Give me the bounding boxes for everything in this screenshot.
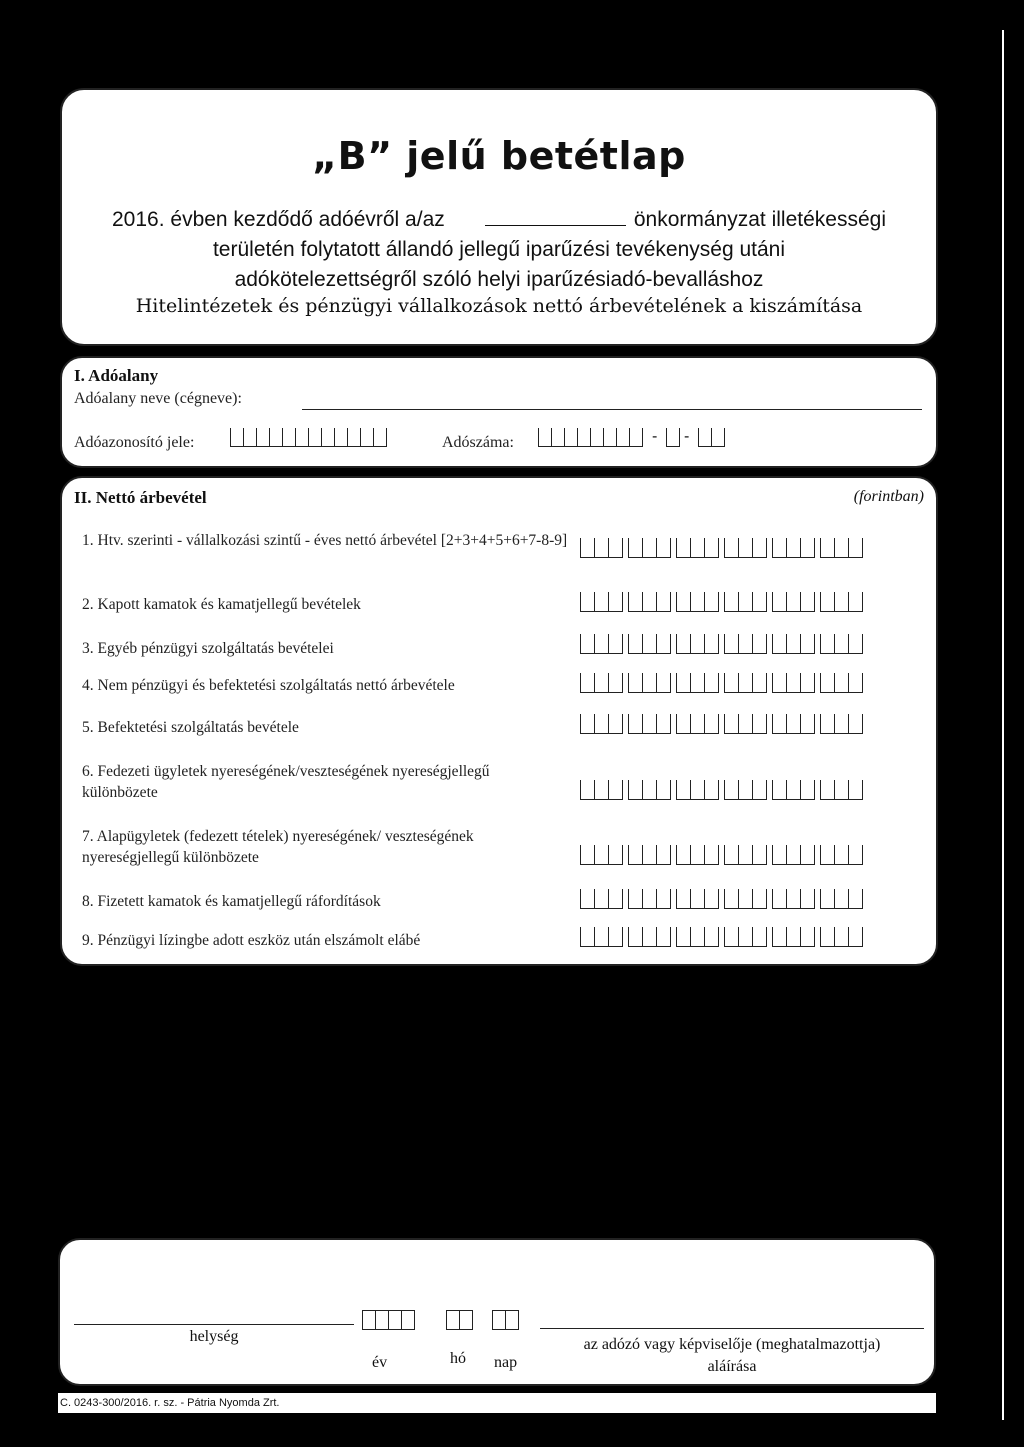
digit-cell[interactable] [594,714,609,734]
digit-group[interactable] [772,538,814,558]
digit-cell[interactable] [724,780,739,800]
digit-group[interactable] [772,845,814,865]
tax-number-label: Adószáma: [442,434,514,451]
digit-cell[interactable] [752,592,767,612]
digit-group[interactable] [820,889,862,909]
revenue-row-4-amount[interactable] [580,673,868,693]
digit-cell[interactable] [724,538,739,558]
place-label: helység [189,1328,239,1345]
digit-group[interactable] [676,780,718,800]
digit-cell[interactable] [580,634,595,654]
digit-cell[interactable] [628,927,643,947]
digit-cell[interactable] [786,845,801,865]
digit-cell[interactable] [834,673,849,693]
digit-group[interactable] [580,538,622,558]
digit-cell[interactable] [834,634,849,654]
digit-cell[interactable] [676,673,691,693]
digit-cell[interactable] [628,845,643,865]
digit-cell[interactable] [772,927,787,947]
digit-cell[interactable] [628,538,643,558]
digit-group[interactable] [820,845,862,865]
digit-cell[interactable] [628,714,643,734]
digit-cell[interactable] [580,845,595,865]
digit-cell[interactable] [848,714,863,734]
digit-cell[interactable] [752,673,767,693]
digit-cell[interactable] [820,714,835,734]
digit-group[interactable] [772,673,814,693]
digit-cell[interactable] [738,714,753,734]
digit-cell[interactable] [786,780,801,800]
digit-cell[interactable] [800,845,815,865]
digit-cell[interactable] [656,714,671,734]
digit-group[interactable] [676,538,718,558]
digit-cell[interactable] [642,673,657,693]
digit-group[interactable] [580,592,622,612]
digit-cell[interactable] [724,673,739,693]
digit-cell[interactable] [580,927,595,947]
digit-cell[interactable] [820,592,835,612]
digit-group[interactable] [676,634,718,654]
digit-cell[interactable] [724,889,739,909]
digit-group[interactable] [628,673,670,693]
digit-cell[interactable] [820,889,835,909]
digit-cell[interactable] [656,634,671,654]
digit-cell[interactable] [786,927,801,947]
digit-group[interactable] [820,538,862,558]
digit-cell[interactable] [676,714,691,734]
digit-cell[interactable] [772,592,787,612]
digit-group[interactable] [772,714,814,734]
place-line[interactable] [74,1324,354,1325]
digit-cell[interactable] [580,592,595,612]
digit-cell[interactable] [738,673,753,693]
revenue-row-7-amount[interactable] [580,845,868,865]
digit-group[interactable] [628,634,670,654]
digit-cell[interactable] [690,592,705,612]
digit-cell[interactable] [848,889,863,909]
digit-group[interactable] [676,592,718,612]
digit-cell[interactable] [608,889,623,909]
digit-group[interactable] [772,927,814,947]
header-line-1 [112,208,886,232]
digit-group[interactable] [820,714,862,734]
digit-cell[interactable] [704,714,719,734]
digit-cell[interactable] [642,634,657,654]
month-field[interactable] [446,1310,472,1330]
tax-number-dash-2: - [684,428,690,445]
form-code: C. 0243-300/2016. r. sz. - Pátria Nyomda Zrt. [58,1393,936,1413]
digit-cell[interactable] [752,889,767,909]
digit-group[interactable] [772,634,814,654]
page-title: „B” jelű betétlap [312,134,686,178]
digit-group[interactable] [724,889,766,909]
digit-cell[interactable] [772,538,787,558]
digit-cell[interactable] [594,889,609,909]
signer-label: az adózó vagy képviselője (meghatalmazottja) [583,1336,881,1353]
digit-cell[interactable] [848,634,863,654]
digit-group[interactable] [820,673,862,693]
revenue-row-1-label: 1. Htv. szerinti - vállalkozási szintű - éves nettó árbevétel [2+3+4+5+6+7-8-9] [82,532,568,549]
digit-cell[interactable] [704,845,719,865]
revenue-row-4-label: 4. Nem pénzügyi és befektetési szolgáltatás nettó árbevétele [82,677,455,694]
digit-cell[interactable] [800,780,815,800]
revenue-row-2-amount[interactable] [580,592,868,612]
digit-cell[interactable] [820,845,835,865]
scan-edge-line [1002,30,1004,1420]
digit-cell[interactable] [820,673,835,693]
taxpayer-section-title: I. Adóalany [74,366,159,385]
digit-cell[interactable] [704,889,719,909]
digit-cell[interactable] [738,889,753,909]
revenue-row-6-label: 6. Fedezeti ügyletek nyereségének/veszteségének nyereségjellegű különbözete [82,763,490,801]
digit-cell[interactable] [690,714,705,734]
revenue-row-3-label: 3. Egyéb pénzügyi szolgáltatás bevételei [82,640,334,657]
digit-cell[interactable] [628,592,643,612]
revenue-row-8-amount[interactable] [580,889,868,909]
digit-cell[interactable] [656,592,671,612]
digit-cell[interactable] [724,714,739,734]
digit-cell[interactable] [786,889,801,909]
digit-group[interactable] [724,714,766,734]
digit-cell[interactable] [772,845,787,865]
digit-cell[interactable] [800,927,815,947]
revenue-row-3-amount[interactable] [580,634,868,654]
digit-group[interactable] [772,889,814,909]
digit-cell[interactable] [608,538,623,558]
digit-cell[interactable] [628,673,643,693]
digit-cell[interactable] [656,538,671,558]
taxpayer-name-label: Adóalany neve (cégneve): [74,390,242,407]
digit-cell[interactable] [628,634,643,654]
digit-cell[interactable] [800,714,815,734]
digit-group[interactable] [676,673,718,693]
digit-cell[interactable] [580,538,595,558]
month-label: hó [450,1350,466,1367]
digit-group[interactable] [676,714,718,734]
digit-group[interactable] [724,927,766,947]
digit-group[interactable] [724,673,766,693]
tax-number-county-field[interactable] [698,428,724,447]
digit-cell[interactable] [820,780,835,800]
digit-group[interactable] [580,889,622,909]
digit-group[interactable] [820,927,862,947]
digit-cell[interactable] [704,780,719,800]
tax-number-vat-field[interactable] [666,428,679,447]
digit-cell[interactable] [656,780,671,800]
digit-group[interactable] [724,845,766,865]
digit-cell[interactable] [628,889,643,909]
day-label: nap [494,1354,518,1371]
digit-cell[interactable] [834,845,849,865]
revenue-section-title: II. Nettó árbevétel [74,488,207,507]
year-field[interactable] [362,1310,414,1330]
digit-cell[interactable] [642,714,657,734]
header-line-4: Hitelintézetek és pénzügyi vállalkozások nettó árbevételének a kiszámítása [135,295,863,317]
digit-cell[interactable] [834,889,849,909]
digit-cell[interactable] [834,592,849,612]
revenue-row-2-label: 2. Kapott kamatok és kamatjellegű bevételek [82,596,361,613]
digit-cell[interactable] [752,714,767,734]
header-line-2: területén folytatott állandó jellegű iparűzési tevékenység utáni [212,238,786,261]
digit-group[interactable] [628,927,670,947]
digit-cell[interactable] [820,538,835,558]
digit-cell[interactable] [690,927,705,947]
signature-line[interactable] [540,1328,924,1329]
digit-cell[interactable] [800,592,815,612]
digit-cell[interactable] [580,780,595,800]
digit-group[interactable] [580,673,622,693]
digit-cell[interactable] [608,592,623,612]
digit-group[interactable] [628,780,670,800]
digit-group[interactable] [628,889,670,909]
digit-group[interactable] [580,714,622,734]
digit-cell[interactable] [580,714,595,734]
digit-cell[interactable] [628,780,643,800]
digit-cell[interactable] [704,538,719,558]
digit-cell[interactable] [676,634,691,654]
digit-group[interactable] [820,634,862,654]
digit-cell[interactable] [772,714,787,734]
revenue-row-9-label: 9. Pénzügyi lízingbe adott eszköz után elszámolt elábé [82,932,421,949]
digit-cell[interactable] [752,927,767,947]
digit-group[interactable] [772,592,814,612]
municipality-blank[interactable] [485,208,626,226]
digit-cell[interactable] [834,780,849,800]
unit-label: (forintban) [853,488,924,505]
header-line-1-right: önkormányzat illetékességi [633,208,886,231]
digit-cell[interactable] [848,927,863,947]
digit-cell[interactable] [690,780,705,800]
revenue-row-6-amount[interactable] [580,780,868,800]
digit-cell[interactable] [772,673,787,693]
digit-group[interactable] [580,927,622,947]
digit-cell[interactable] [656,845,671,865]
digit-group[interactable] [724,634,766,654]
header-line-3: adókötelezettségről szóló helyi iparűzésiadó-bevalláshoz [234,268,764,291]
digit-group[interactable] [676,845,718,865]
digit-cell[interactable] [594,592,609,612]
digit-cell[interactable] [800,673,815,693]
digit-cell[interactable] [642,780,657,800]
digit-group[interactable] [628,592,670,612]
digit-cell[interactable] [642,927,657,947]
header-panel [60,88,938,346]
digit-group[interactable] [724,780,766,800]
digit-cell[interactable] [738,927,753,947]
digit-cell[interactable] [738,538,753,558]
digit-cell[interactable] [724,845,739,865]
digit-cell[interactable] [608,845,623,865]
digit-cell[interactable] [594,927,609,947]
digit-group[interactable] [580,780,622,800]
digit-cell[interactable] [772,889,787,909]
digit-cell[interactable] [848,592,863,612]
revenue-row-8-label: 8. Fizetett kamatok és kamatjellegű ráfordítások [82,893,381,910]
digit-group[interactable] [628,538,670,558]
digit-cell[interactable] [800,634,815,654]
digit-cell[interactable] [772,780,787,800]
digit-cell[interactable] [738,845,753,865]
digit-cell[interactable] [724,927,739,947]
digit-cell[interactable] [820,634,835,654]
digit-cell[interactable] [848,845,863,865]
digit-cell[interactable] [608,927,623,947]
digit-cell[interactable] [676,592,691,612]
digit-cell[interactable] [724,592,739,612]
digit-cell[interactable] [656,889,671,909]
digit-cell[interactable] [786,538,801,558]
revenue-row-5-amount[interactable] [580,714,868,734]
digit-group[interactable] [628,714,670,734]
digit-cell[interactable] [690,673,705,693]
digit-cell[interactable] [608,780,623,800]
digit-cell[interactable] [608,634,623,654]
digit-cell[interactable] [786,714,801,734]
digit-cell[interactable] [690,634,705,654]
digit-cell[interactable] [642,889,657,909]
digit-cell[interactable] [690,538,705,558]
digit-cell[interactable] [786,634,801,654]
digit-cell[interactable] [848,780,863,800]
revenue-row-1-amount[interactable] [580,538,868,558]
digit-cell[interactable] [752,780,767,800]
digit-cell[interactable] [642,845,657,865]
digit-cell[interactable] [580,673,595,693]
digit-cell[interactable] [580,889,595,909]
year-label: év [372,1354,388,1371]
digit-cell[interactable] [834,927,849,947]
digit-cell[interactable] [834,714,849,734]
digit-cell[interactable] [704,634,719,654]
digit-cell[interactable] [642,592,657,612]
digit-cell[interactable] [752,538,767,558]
digit-group[interactable] [772,780,814,800]
digit-cell[interactable] [848,538,863,558]
digit-cell[interactable] [800,538,815,558]
digit-cell[interactable] [738,634,753,654]
digit-cell[interactable] [724,634,739,654]
revenue-row-9-amount[interactable] [580,927,868,947]
digit-cell[interactable] [772,634,787,654]
signature-label: aláírása [707,1358,757,1375]
digit-cell[interactable] [608,673,623,693]
digit-cell[interactable] [676,845,691,865]
digit-group[interactable] [820,780,862,800]
digit-cell[interactable] [820,927,835,947]
digit-cell[interactable] [676,538,691,558]
digit-cell[interactable] [834,538,849,558]
digit-cell[interactable] [704,673,719,693]
digit-group[interactable] [676,927,718,947]
digit-cell[interactable] [594,673,609,693]
digit-cell[interactable] [786,592,801,612]
signature-section [58,1238,936,1386]
digit-cell[interactable] [848,673,863,693]
digit-group[interactable] [580,845,622,865]
digit-cell[interactable] [676,927,691,947]
revenue-row-7-label: 7. Alapügyletek (fedezett tételek) nyereségének/ veszteségének nyereségjellegű különbözete [82,828,474,866]
tax-id-label: Adóazonosító jele: [74,434,195,451]
digit-cell[interactable] [642,538,657,558]
tax-id-field[interactable] [230,428,386,447]
net-revenue-section [60,476,938,966]
header-line-1-left: 2016. évben kezdődő adóévről a/az [112,208,445,231]
tax-number-dash-1: - [652,428,658,445]
digit-cell[interactable] [656,927,671,947]
digit-cell[interactable] [676,780,691,800]
tax-number-main-field[interactable] [538,428,642,447]
digit-cell[interactable] [594,538,609,558]
taxpayer-section [60,356,938,468]
digit-cell[interactable] [752,634,767,654]
digit-cell[interactable] [786,673,801,693]
digit-cell[interactable] [594,780,609,800]
digit-cell[interactable] [752,845,767,865]
digit-cell[interactable] [800,889,815,909]
digit-group[interactable] [628,845,670,865]
digit-cell[interactable] [704,927,719,947]
digit-group[interactable] [580,634,622,654]
digit-cell[interactable] [690,889,705,909]
digit-cell[interactable] [594,845,609,865]
taxpayer-name-field[interactable] [302,409,922,410]
digit-cell[interactable] [594,634,609,654]
digit-cell[interactable] [738,780,753,800]
digit-group[interactable] [676,889,718,909]
day-field[interactable] [492,1310,518,1330]
revenue-row-5-label: 5. Befektetési szolgáltatás bevétele [82,719,299,736]
digit-cell[interactable] [676,889,691,909]
digit-cell[interactable] [656,673,671,693]
digit-cell[interactable] [704,592,719,612]
digit-group[interactable] [724,538,766,558]
digit-cell[interactable] [690,845,705,865]
digit-group[interactable] [724,592,766,612]
digit-cell[interactable] [738,592,753,612]
digit-cell[interactable] [608,714,623,734]
digit-group[interactable] [820,592,862,612]
